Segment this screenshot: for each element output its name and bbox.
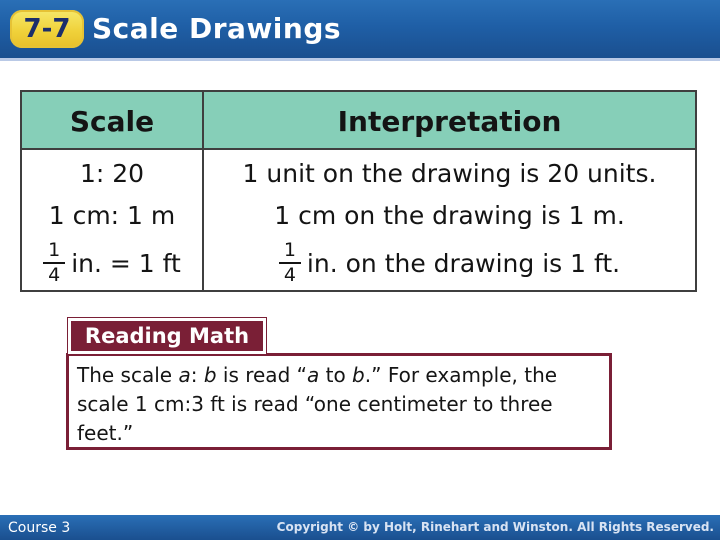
fraction [279,241,301,285]
variable-a: a [306,363,320,387]
lesson-title: Scale Drawings [92,12,342,45]
lesson-number: 7-7 [23,14,71,44]
reading-math-label-tab [68,318,266,354]
fraction [43,241,65,285]
course-label: Course 3 [8,520,71,536]
table-cell-interpretation: 1 unit on the drawing is 20 units. [242,158,657,188]
footer-bar [0,515,720,540]
fraction-denominator: 4 [48,264,61,286]
variable-a: a [178,363,191,387]
scale-text: in. = 1 ft [71,248,181,278]
reading-math-text [77,361,601,448]
text-run: : [190,363,204,387]
variable-b: b [352,363,365,387]
variable-b: b [203,363,217,387]
text-run: The scale [77,363,179,387]
copyright-text: Copyright © by Holt, Rinehart and Winston. All Rights Reserved. [276,520,714,534]
header-interpretation: Interpretation [337,104,562,138]
table-cell-scale: 1 cm: 1 m [48,200,176,230]
table-cell-interpretation [204,236,695,290]
table-cell-scale: 1: 20 [79,158,145,188]
text-run: is read “ [216,363,307,387]
table-cell-interpretation: 1 cm on the drawing is 1 m. [274,200,625,230]
scale-table [20,90,697,292]
fraction-denominator: 4 [283,264,296,286]
lesson-badge [10,10,84,48]
reading-math-label: Reading Math [84,324,250,348]
header-scale: Scale [69,104,155,138]
fraction-numerator: 1 [283,239,296,261]
table-cell-scale [22,236,202,290]
header-divider [0,58,720,61]
interpretation-text: in. on the drawing is 1 ft. [306,248,621,278]
text-run: .” For example, the scale 1 cm:3 ft is read “one centimeter to three feet.” [77,363,558,445]
header-bar [0,0,720,58]
text-run: to [319,363,353,387]
fraction-numerator: 1 [48,239,61,261]
reading-math-box [66,353,612,450]
